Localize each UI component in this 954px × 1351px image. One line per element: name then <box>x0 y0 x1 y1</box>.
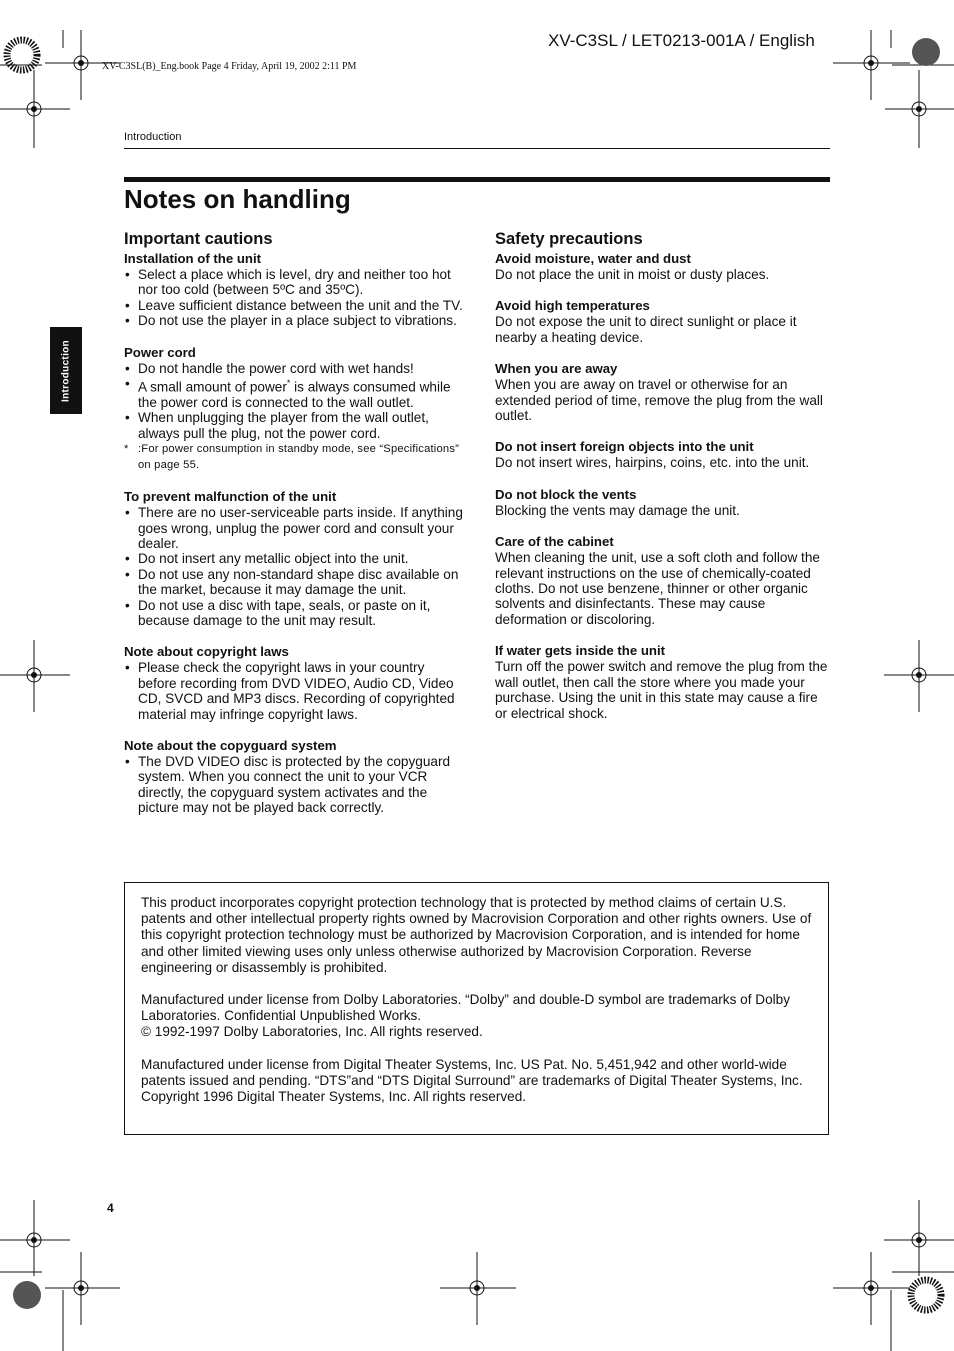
list-item: • Do not use any non-standard shape disc available on the market, because it may damage the unit. <box>124 567 464 598</box>
dts-notice <box>141 1057 814 1106</box>
safety-section-body: When cleaning the unit, use a soft cloth and follow the relevant instructions on the use of chemically-coated cloths. Do not use benzene, thinner or other organic solvents and disinfectants. These may cause deformation or discoloring. <box>495 550 820 627</box>
dts-copyright-text: Copyright 1996 Digital Theater Systems, Inc. All rights reserved. <box>141 1089 527 1105</box>
safety-section-body: Do not insert wires, hairpins, coins, etc. into the unit. <box>495 455 810 471</box>
safety-section-body: Do not place the unit in moist or dusty places. <box>495 267 770 282</box>
safety-section-body: Turn off the power switch and remove the plug from the wall outlet, then call the store where you made your purchase. Using the unit in this state may cause a fire or electrical shock. <box>495 659 828 721</box>
list-item: • Leave sufficient distance between the unit and the TV. <box>124 298 464 313</box>
header-rule <box>124 148 830 149</box>
safety-section <box>495 534 833 627</box>
side-tab <box>50 327 82 414</box>
safety-section-title: Care of the cabinet <box>495 534 614 550</box>
footnote-star: * <box>124 443 129 456</box>
list-item: • Do not use the player in a place subject to vibrations. <box>124 313 464 328</box>
list-item: • The DVD VIDEO disc is protected by the copyguard system. When you connect the unit to your VCR directly, the copyguard system activates and the picture may not be played back correctly. <box>124 754 464 816</box>
document-code: XV-C3SL / LET0213-001A / English <box>548 31 815 50</box>
dts-license-text: Manufactured under license from Digital Theater Systems, Inc. US Pat. No. 5,451,942 and other world-wide patents issued and pending. “DTS”and “DTS Digital Surround” are trademarks of Digital Theater Systems, Inc. <box>141 1056 803 1088</box>
footnote-mark: * <box>286 378 291 389</box>
list-item: • Do not use a disc with tape, seals, or paste on it, because damage to the unit may result. <box>124 598 464 629</box>
safety-section-title: When you are away <box>495 361 618 377</box>
list-item: • Do not handle the power cord with wet hands! <box>124 361 464 376</box>
safety-section <box>495 487 833 518</box>
safety-section-body: Blocking the vents may damage the unit. <box>495 502 740 518</box>
list-item: • Do not insert any metallic object into the unit. <box>124 551 464 566</box>
book-file-line: XV-C3SL(B)_Eng.book Page 4 Friday, April 19, 2002 2:11 PM <box>102 61 357 72</box>
page-title: Notes on handling <box>124 184 351 214</box>
list-item-text: A small amount of power <box>138 379 287 395</box>
section-label: Introduction <box>124 131 182 143</box>
power-cord-group <box>124 345 464 474</box>
dolby-license-text: Manufactured under license from Dolby Laboratories. “Dolby” and double-D symbol are trademarks of Dolby Laboratories. Confidential Unpublished Works. <box>141 992 791 1024</box>
footnote <box>124 441 464 473</box>
safety-section-title: Do not insert foreign objects into the unit <box>495 439 754 455</box>
safety-section <box>495 298 833 345</box>
safety-precautions-heading: Safety precautions <box>495 230 643 248</box>
installation-group <box>124 251 464 329</box>
list-item <box>124 376 464 410</box>
safety-section-title: Avoid moisture, water and dust <box>495 251 691 266</box>
list-item: • Select a place which is level, dry and neither too hot nor too cold (between 5ºC and 35ºC). <box>124 267 464 298</box>
copyright-group <box>124 644 464 722</box>
list-item: • Please check the copyright laws in your country before recording from DVD VIDEO, Audio CD, Video CD, SVCD and MP3 discs. Recording of copyrighted material may infringe copyright laws. <box>124 660 464 722</box>
power-cord-title: Power cord <box>124 344 196 360</box>
copyright-title: Note about copyright laws <box>124 644 289 660</box>
list-item-text: is always consumed while the power cord is connected to the wall outlet. <box>138 379 451 410</box>
list-item: • There are no user-serviceable parts inside. If anything goes wrong, unplug the power cord and consult your dealer. <box>124 505 464 551</box>
safety-section-title: Do not block the vents <box>495 486 637 502</box>
copyguard-title: Note about the copyguard system <box>124 738 337 754</box>
footnote-text: :For power consumption in standby mode, see “Specifications” on page 55. <box>138 443 460 472</box>
macrovision-notice: This product incorporates copyright protection technology that is protected by method claims of certain U.S. patents and other intellectual property rights owned by Macrovision Corporation and other rights owners. Use of this copyright protection technology must be authorized by Macrovision Corporation, and is intended for home and other limited viewing uses only unless otherwise authorized by Macrovision Corporation. Reverse engineering or disassembly is prohibited. <box>141 895 812 975</box>
malfunction-title: To prevent malfunction of the unit <box>124 489 337 505</box>
safety-section <box>495 361 833 423</box>
safety-precautions-column <box>495 229 833 737</box>
safety-section <box>495 643 833 721</box>
important-cautions-heading: Important cautions <box>124 230 273 248</box>
installation-title: Installation of the unit <box>124 251 261 266</box>
safety-section-body: Do not expose the unit to direct sunlight or place it nearby a heating device. <box>495 314 797 345</box>
dolby-notice <box>141 992 814 1041</box>
dolby-copyright-text: © 1992-1997 Dolby Laboratories, Inc. All rights reserved. <box>141 1024 483 1040</box>
important-cautions-column <box>124 229 464 832</box>
safety-section <box>495 251 833 282</box>
legal-notice-box <box>124 882 829 1135</box>
page-number: 4 <box>107 1201 114 1215</box>
safety-section-title: Avoid high temperatures <box>495 298 650 314</box>
list-item: • When unplugging the player from the wall outlet, always pull the plug, not the power cord. <box>124 410 464 441</box>
side-tab-label: Introduction <box>60 339 72 402</box>
safety-section <box>495 439 833 470</box>
safety-section-title: If water gets inside the unit <box>495 643 665 659</box>
copyguard-group <box>124 738 464 816</box>
safety-section-body: When you are away on travel or otherwise for an extended period of time, remove the plug from the wall outlet. <box>495 377 823 424</box>
malfunction-group <box>124 489 464 628</box>
title-bar <box>124 177 830 182</box>
